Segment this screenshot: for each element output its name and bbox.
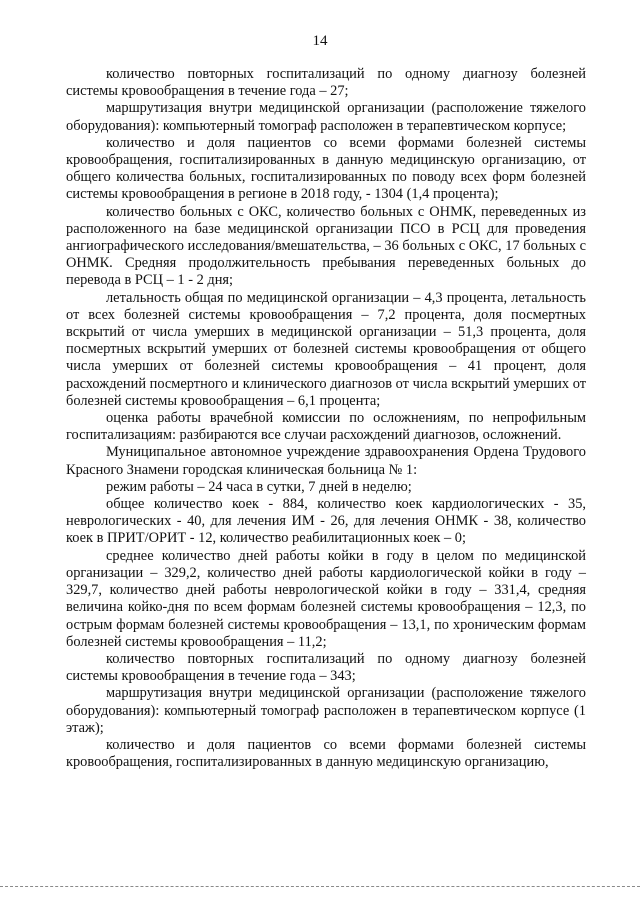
paragraph-bed-count: общее количество коек - 884, количество коек кардиологических - 35, неврологических - 40, для лечения ИМ - 26, для лечения ОНМК - 38, количество коек в ПРИТ/ОРИТ - 12, количество реабилитационных коек – 0; [66, 496, 586, 547]
paragraph-bed-days: среднее количество дней работы койки в году в целом по медицинской организации – 329,2, количество дней работы кардиологической койки в году – 329,7, количество дней работы неврологической койки в году – 331,4, средняя величина койко-дня по всем формам болезней системы кровообращения – 12,3, по острым формам болезней системы кровообращения – 13,1, по хроническим формам болезней системы кровообращения – 11,2; [66, 547, 586, 650]
page-bottom-rule [0, 886, 640, 887]
paragraph-patient-share-2: количество и доля пациентов со всеми формами болезней системы кровообращения, госпитализированных в данную медицинскую организацию, [66, 736, 586, 771]
paragraph-repeat-hospitalizations-2: количество повторных госпитализаций по одному диагнозу болезней системы кровообращения в течение года – 343; [66, 650, 586, 685]
paragraph-transfers: количество больных с ОКС, количество больных с ОНМК, переведенных из расположенного на базе медицинской организации ПСО в РСЦ для проведения ангиографического исследования/вмешательства, – 36 больных с ОКС, 17 больных с ОНМК. Средняя продолжительность пребывания переведенных больных до перевода в РСЦ – 1 - 2 дня; [66, 203, 586, 289]
page-number: 14 [312, 33, 328, 49]
paragraph-work-mode: режим работы – 24 часа в сутки, 7 дней в неделю; [106, 478, 412, 495]
paragraph-patient-share: количество и доля пациентов со всеми формами болезней системы кровообращения, госпитализированных в данную медицинскую организацию, от общего количества больных, госпитализированных по поводу всех форм болезней системы кровообращения в регионе в 2018 году, - 1304 (1,4 процента); [66, 134, 586, 203]
paragraph-commission: оценка работы врачебной комиссии по осложнениям, по непрофильным госпитализациям: разбираются все случаи расхождений диагнозов, осложнений. [66, 410, 586, 444]
paragraph-repeat-hospitalizations: количество повторных госпитализаций по одному диагнозу болезней системы кровообращения в течение года – 27; [66, 66, 586, 100]
paragraph-routing-2: маршрутизация внутри медицинской организации (расположение тяжелого оборудования): компьютерный томограф расположен в терапевтическом корпусе (1 этаж); [66, 685, 586, 736]
document-body [66, 66, 586, 771]
paragraph-mortality: летальность общая по медицинской организации – 4,3 процента, летальность от всех болезней системы кровообращения – 7,2 процента, доля посмертных вскрытий от числа умерших в медицинской организации – 51,3 процента, доля посмертных вскрытий умерших от болезней системы кровообращения от общего числа умерших от болезней системы кровообращения – 41 процент, доля расхождений посмертного и клинического диагнозов от числа вскрытий умерших от болезней системы кровообращения – 6,1 процента; [66, 289, 586, 409]
paragraph-institution-title: Муниципальное автономное учреждение здравоохранения Ордена Трудового Красного Знамени городская клиническая больница № 1: [66, 444, 586, 478]
paragraph-routing: маршрутизация внутри медицинской организации (расположение тяжелого оборудования): компьютерный томограф расположен в терапевтическом корпусе; [66, 100, 586, 134]
